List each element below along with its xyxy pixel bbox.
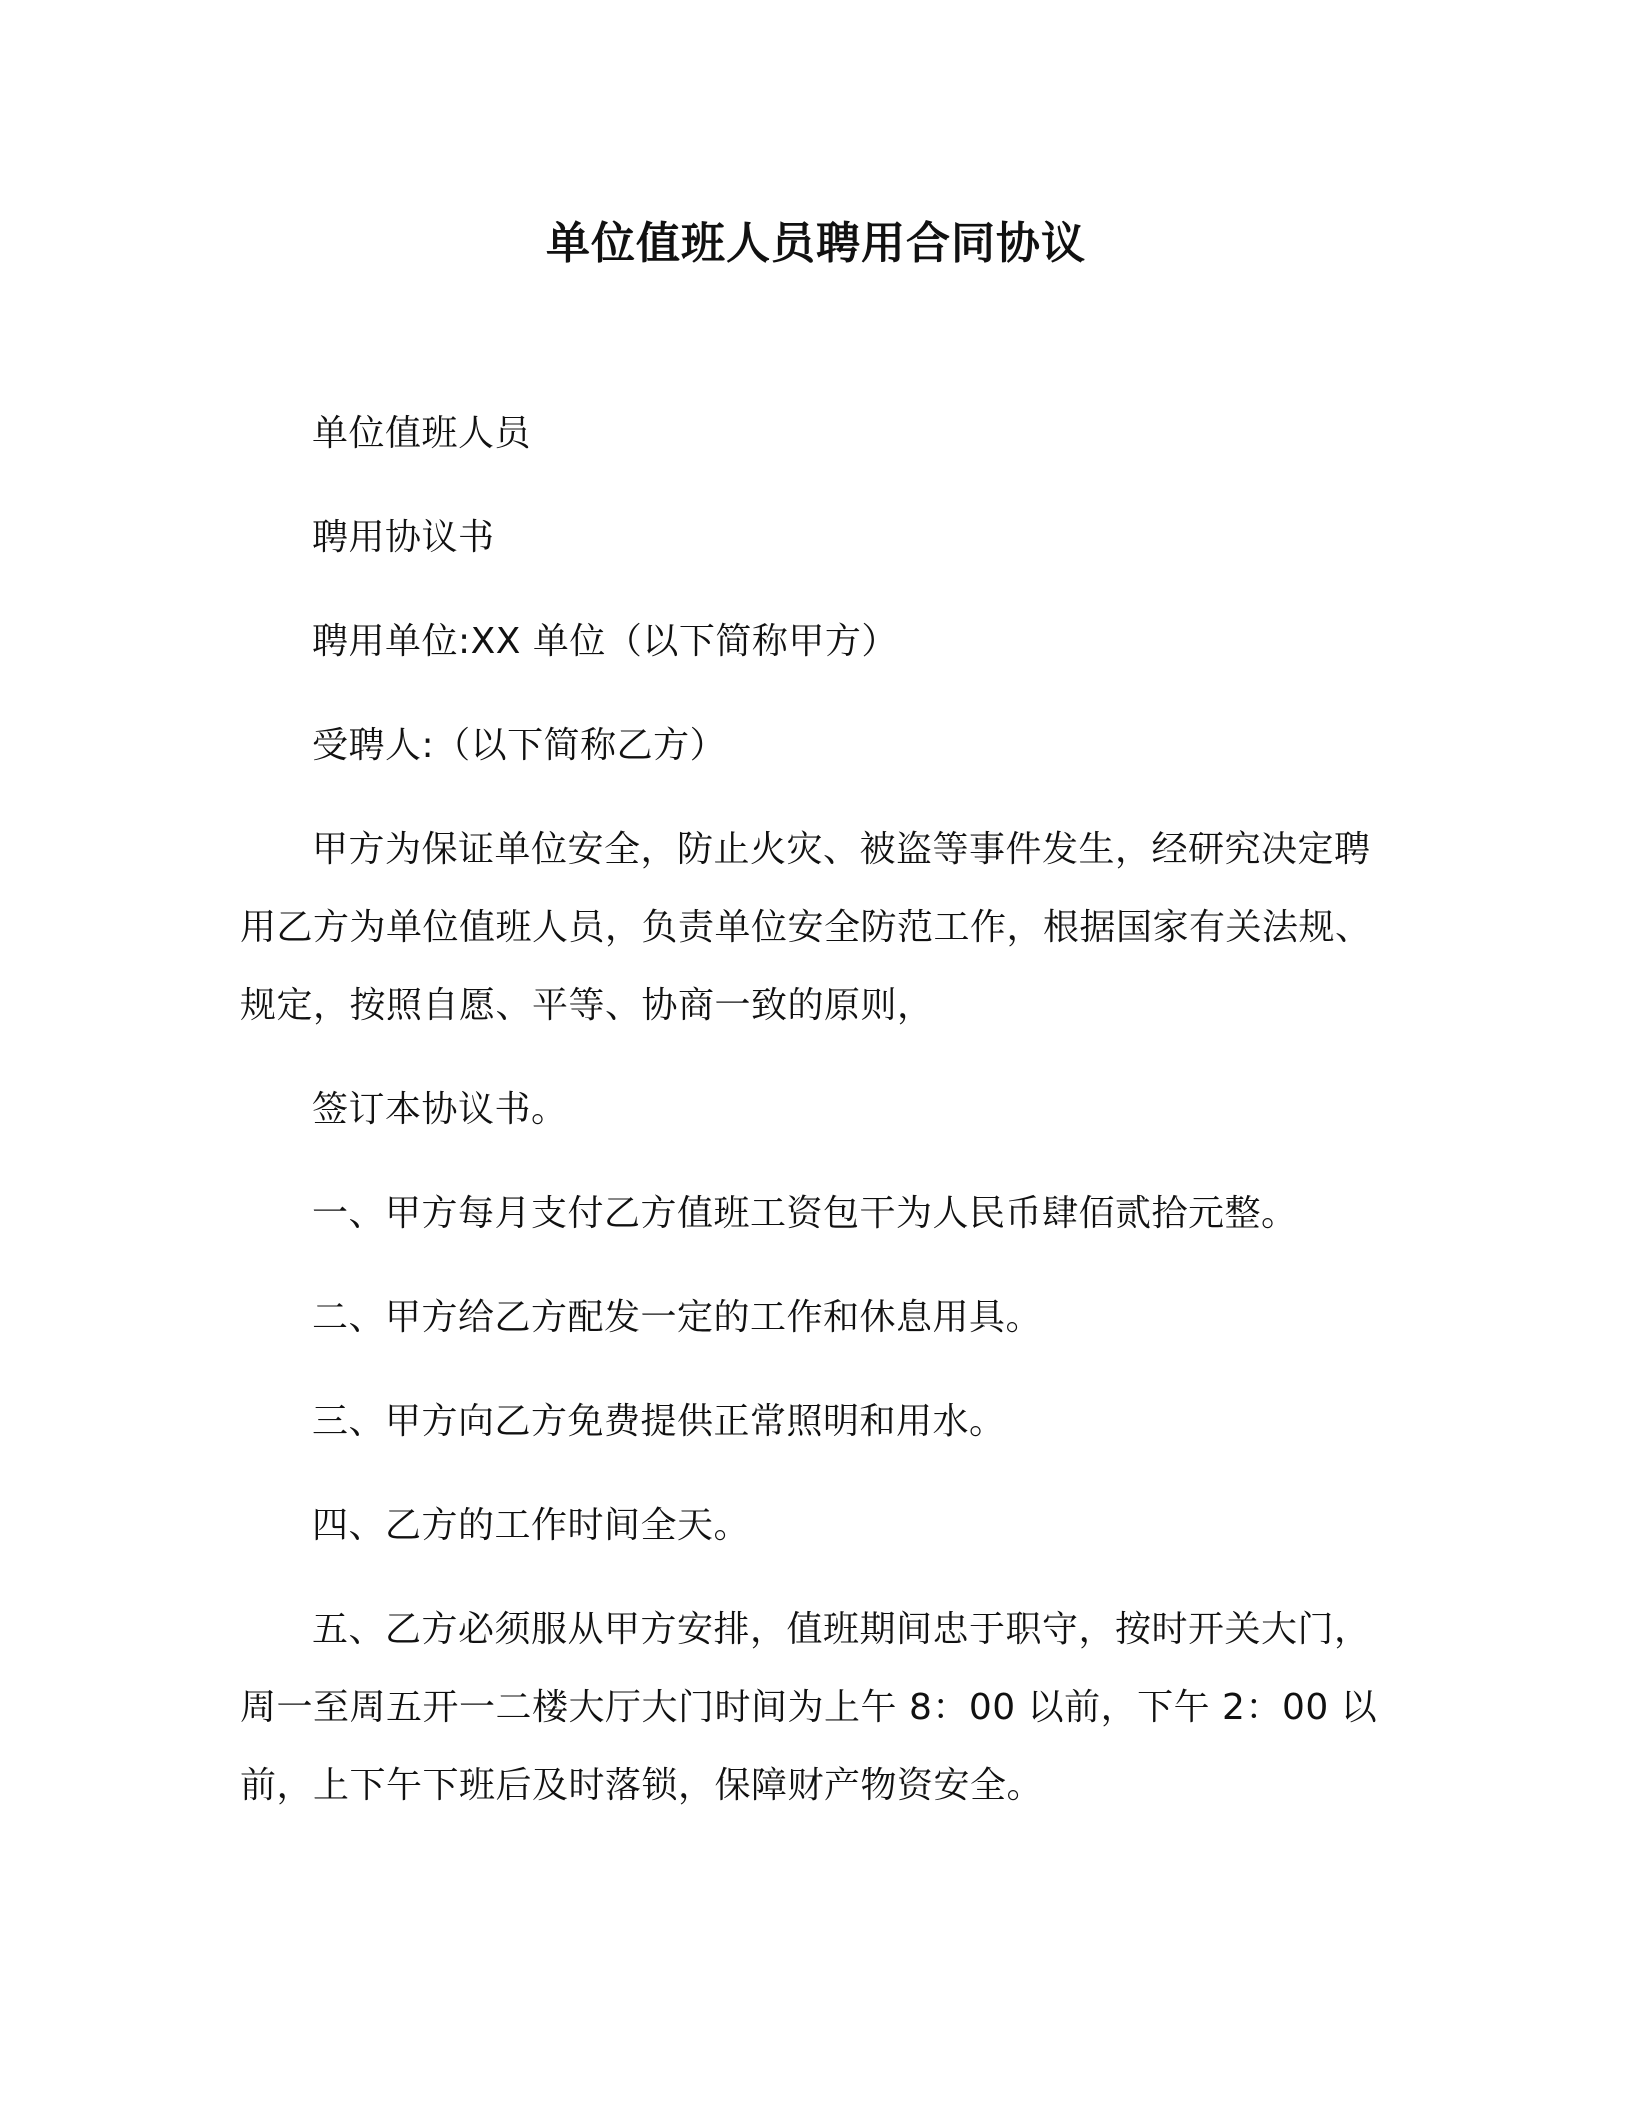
- paragraph-heading-line-2: 聘用协议书: [312, 517, 495, 558]
- clause-1: 一、甲方每月支付乙方值班工资包干为人民币肆佰贰拾元整。: [312, 1193, 1298, 1234]
- paragraph-preamble: 甲方为保证单位安全，防止火灾、被盗等事件发生，经研究决定聘用乙方为单位值班人员，负责单位安全防范工作，根据国家有关法规、规定，按照自愿、平等、协商一致的原则，: [240, 829, 1372, 1026]
- clause-5: 五、乙方必须服从甲方安排，值班期间忠于职守，按时开关大门，周一至周五开一二楼大厅大门时间为上午 8：00 以前，下午 2：00 以前，上下午下班后及时落锁，保障财产物资安全。: [240, 1609, 1378, 1806]
- clause-2: 二、甲方给乙方配发一定的工作和休息用具。: [312, 1297, 1043, 1338]
- paragraph-sign-statement: 签订本协议书。: [312, 1089, 568, 1130]
- clause-3: 三、甲方向乙方免费提供正常照明和用水。: [312, 1401, 1006, 1442]
- paragraph-employee: 受聘人:（以下简称乙方）: [312, 725, 727, 766]
- clause-4: 四、乙方的工作时间全天。: [312, 1505, 751, 1546]
- document-body: [240, 395, 1380, 1851]
- paragraph-employer: 聘用单位:XX 单位（以下简称甲方）: [312, 621, 898, 662]
- paragraph-heading-line-1: 单位值班人员: [312, 413, 532, 454]
- document-title: 单位值班人员聘用合同协议: [546, 218, 1086, 269]
